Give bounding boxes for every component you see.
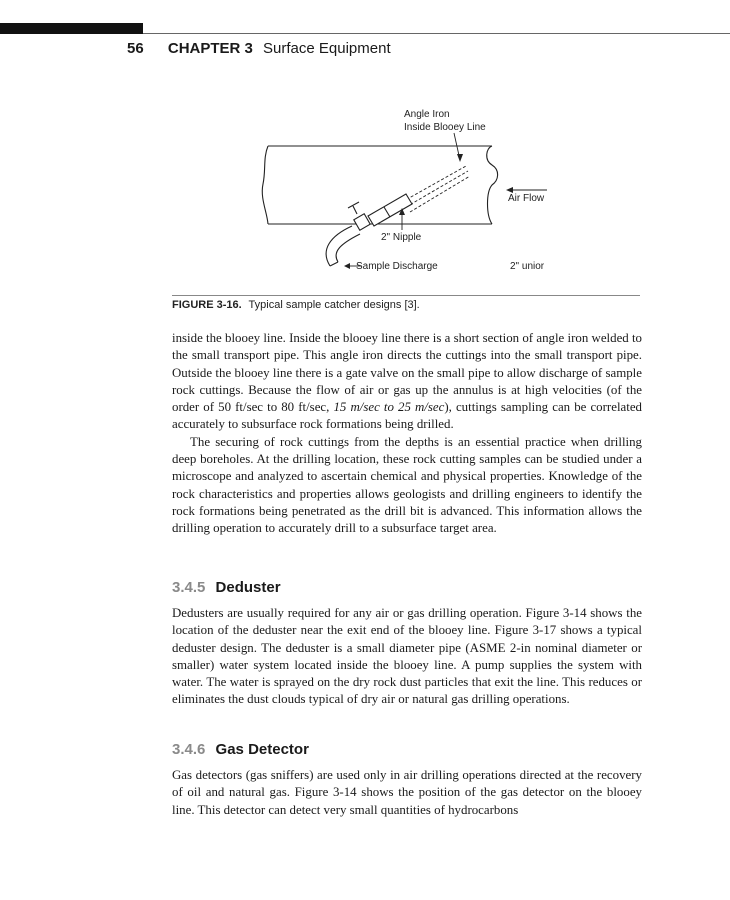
label-angle-iron-1: Angle Iron [404, 109, 450, 120]
running-head [127, 40, 391, 57]
header-bar [0, 23, 143, 34]
sample-catcher-diagram [170, 100, 640, 280]
header-rule [143, 33, 730, 34]
caption-text: Typical sample catcher designs [3]. [248, 299, 420, 311]
chapter-title: Surface Equipment [263, 40, 391, 57]
section-number: 3.4.6 [172, 741, 206, 758]
caption-rule [172, 295, 640, 296]
p1-italic: 15 m/sec to 25 m/sec [333, 400, 445, 415]
discharge-elbow [326, 226, 360, 266]
page-number: 56 [127, 40, 144, 57]
section-number: 3.4.5 [172, 579, 206, 596]
label-union: 2" unior [510, 261, 545, 272]
paragraph-1 [172, 330, 642, 434]
label-nipple: 2" Nipple [381, 232, 422, 243]
nipple-pipe [368, 194, 412, 226]
p1-text-a: inside the blooey line. Inside the blooey line there is a short section of angle iron welded to the small transport pipe. This angle iron directs the cuttings into the small transport pipe. Outside the blooey line there is a gate valve on the small pipe to allow discharge of sample rock cuttings. Because the flow of air or gas up the annulus is at high velocities (of the order of 50 ft/sec to 80 ft/sec, [172, 331, 642, 415]
label-sample-discharge: Sample Discharge [356, 261, 438, 272]
label-air-flow: Air Flow [508, 193, 545, 204]
paragraph-2: The securing of rock cuttings from the depths is an essential practice when drilling deep boreholes. At the drilling location, these rock cutting samples can be studied under a microscope and analyzed to ascertain chemical and physical properties. Knowledge of the rock characteristics and properties allows geologists and drilling engineers to identify the rock formations being penetrated as the drill bit is advanced. This information allows the drilling operation to accurately drill to a subsurface target area. [172, 434, 642, 536]
angle-iron [402, 166, 470, 212]
section-title: Gas Detector [215, 741, 309, 758]
label-angle-iron-2: Inside Blooey Line [404, 122, 486, 133]
p1-text-b: ), cuttings sampling can be correlated accurately to subsurface rock formations being drilled. [172, 400, 642, 432]
body-text [172, 330, 642, 538]
gas-detector-text [172, 767, 642, 819]
deduster-text [172, 605, 642, 709]
caption-label: FIGURE 3-16. [172, 299, 242, 311]
section-heading-deduster [172, 579, 281, 596]
paragraph-gas-detector: Gas detectors (gas sniffers) are used only in air drilling operations directed at the recovery of oil and natural gas. Figure 3-14 shows the position of the gas detector on the blooey line. This detector can detect very small quantities of hydrocarbons [172, 768, 642, 817]
paragraph-deduster: Dedusters are usually required for any air or gas drilling operation. Figure 3-14 shows the location of the deduster near the exit end of the blooey line. Figure 3-17 shows a typical deduster design. The deduster is a small diameter pipe (ASME 2-in nominal diameter or smaller) water system located inside the blooey line. A pump supplies the system with water. The water is sprayed on the dry rock dust particles that exit the line. This reduces or eliminates the dust clouds typical of dry air or natural gas drilling operations. [172, 606, 642, 707]
section-title: Deduster [215, 579, 281, 596]
figure-caption [172, 299, 640, 311]
chapter-label: CHAPTER 3 [167, 40, 253, 57]
figure-3-16 [170, 100, 640, 280]
section-heading-gas-detector [172, 741, 309, 758]
